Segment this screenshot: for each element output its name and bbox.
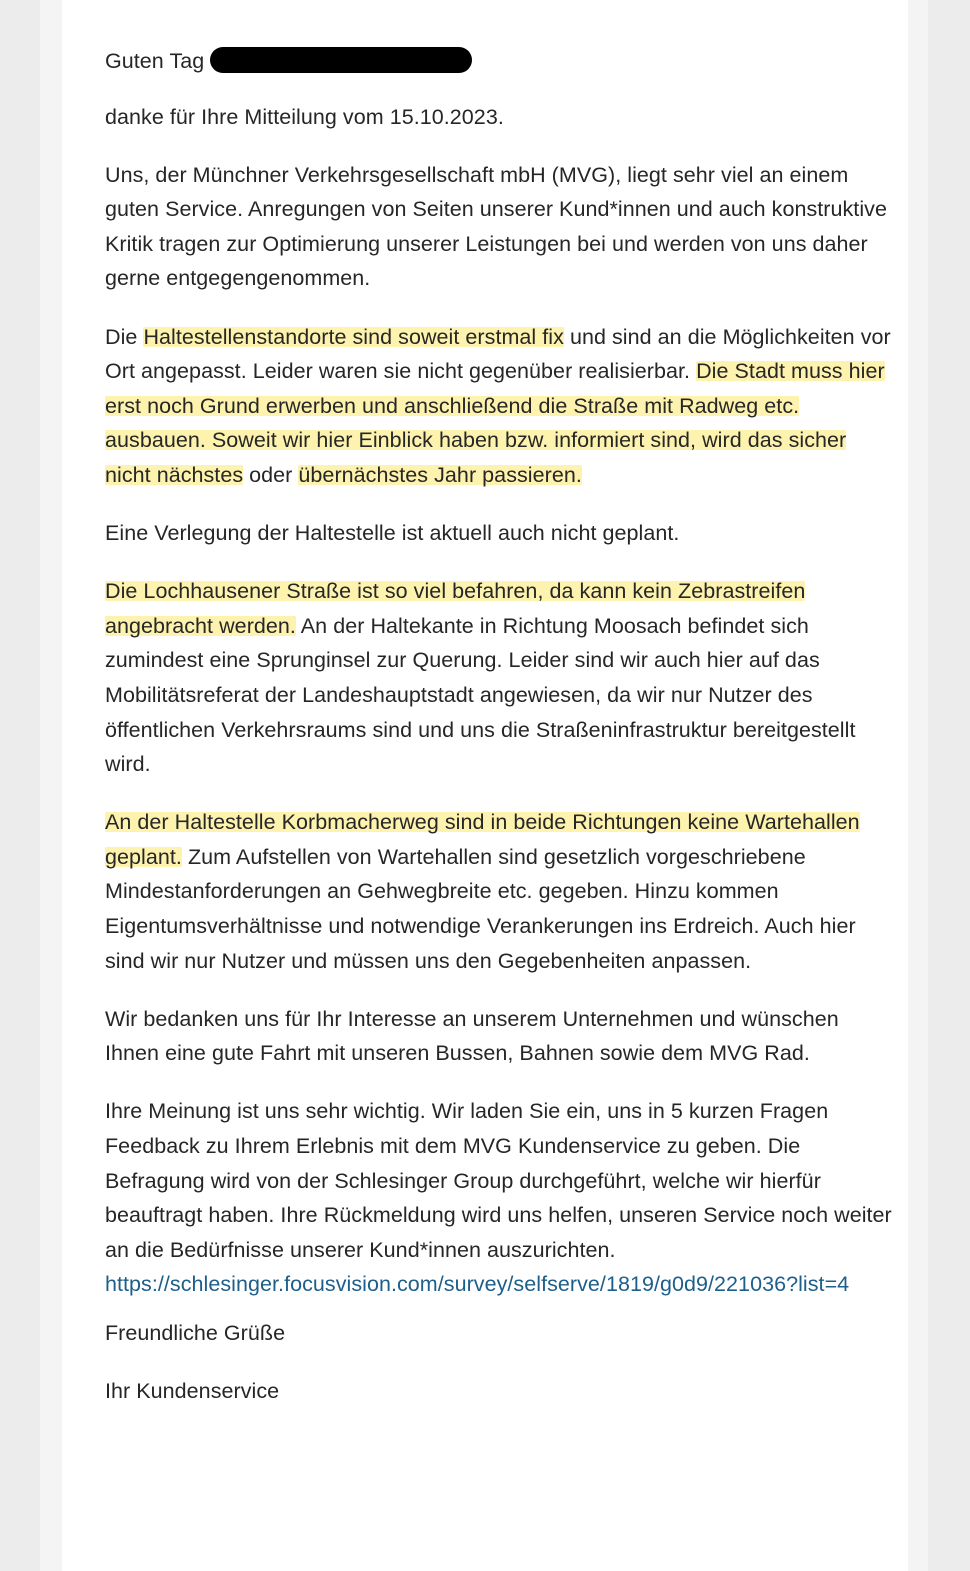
redacted-name [210, 47, 472, 73]
text-segment: Die [105, 324, 144, 349]
paragraph-shelters [105, 805, 895, 978]
survey-link[interactable]: https://schlesinger.focusvision.com/survey/selfserve/1819/g0d9/221036?list=4 [105, 1272, 850, 1297]
text-segment: An der Haltekante in Richtung Moosach befindet sich zumindest eine Sprunginsel zur Querung. Leider sind wir auch hier auf das Mobilitätsreferat der Landeshauptstadt angewiesen, da wir nur Nutzer des öffentlichen Verkehrsraums sind und uns die Straßeninfrastruktur bereitgestellt wird. [105, 613, 856, 777]
greeting-text: Guten Tag [105, 49, 205, 73]
signature-line: Ihr Kundenservice [105, 1379, 280, 1403]
paragraph-thanks: danke für Ihre Mitteilung vom 15.10.2023. [105, 104, 504, 129]
paragraph-thanks-interest: Wir bedanken uns für Ihr Interesse an unserem Unternehmen und wünschen Ihnen eine gute Fahrt mit unseren Bussen, Bahnen sowie dem MVG Rad. [105, 1006, 839, 1066]
paragraph-relocation: Eine Verlegung der Haltestelle ist aktuell auch nicht geplant. [105, 521, 680, 546]
greeting-line [105, 44, 895, 79]
highlight-city-land: Die Stadt muss hier erst noch Grund erwerben und anschließend die Straße mit Radweg etc. ausbauen. Soweit wir hier Einblick haben bzw. informiert sind, wird das sicher nicht nächstes [105, 359, 885, 487]
paragraph-stop-locations [105, 320, 895, 493]
highlight-no-shelters: An der Haltestelle Korbmacherweg sind in beide Richtungen keine Wartehallen geplant. [105, 810, 860, 869]
paragraph-crossing [105, 574, 895, 782]
highlight-years: übernächstes Jahr passieren. [298, 462, 582, 487]
highlight-zebra-crossing: Die Lochhausener Straße ist so viel befahren, da kann kein Zebrastreifen angebracht werden. [105, 579, 806, 638]
survey-text: Ihre Meinung ist uns sehr wichtig. Wir laden Sie ein, uns in 5 kurzen Fragen Feedback zu Ihrem Erlebnis mit dem MVG Kundenservice zu geben. Die Befragung wird von der Schlesinger Group durchgeführt, welche wir hierfür beauftragt haben. Ihre Rückmeldung wird uns helfen, unseren Service noch weiter an die Bedürfnisse unserer Kund*innen auszurichten. [105, 1099, 892, 1262]
email-content [105, 44, 895, 1432]
highlight-stop-locations: Haltestellenstandorte sind soweit erstmal fix [143, 324, 564, 349]
closing-line: Freundliche Grüße [105, 1320, 286, 1345]
paragraph-survey [105, 1094, 895, 1302]
text-segment: Zum Aufstellen von Wartehallen sind gesetzlich vorgeschriebene Mindestanforderungen an Gehwegbreite etc. gegeben. Hinzu kommen Eigentumsverhältnisse und notwendige Verankerungen ins Erdreich. Auch hier sind wir nur Nutzer und müssen uns den Gegebenheiten anpassen. [105, 844, 856, 973]
paragraph-service: Uns, der Münchner Verkehrsgesellschaft mbH (MVG), liegt sehr viel an einem guten Service. Anregungen von Seiten unserer Kund*innen und auch konstruktive Kritik tragen zur Optimierung unserer Leistungen bei und werden von uns daher gerne entgegengenommen. [105, 162, 887, 291]
text-segment: oder [243, 462, 299, 487]
text-segment: und sind an die Möglichkeiten vor Ort angepasst. Leider waren sie nicht gegenüber realisierbar. [105, 324, 891, 384]
